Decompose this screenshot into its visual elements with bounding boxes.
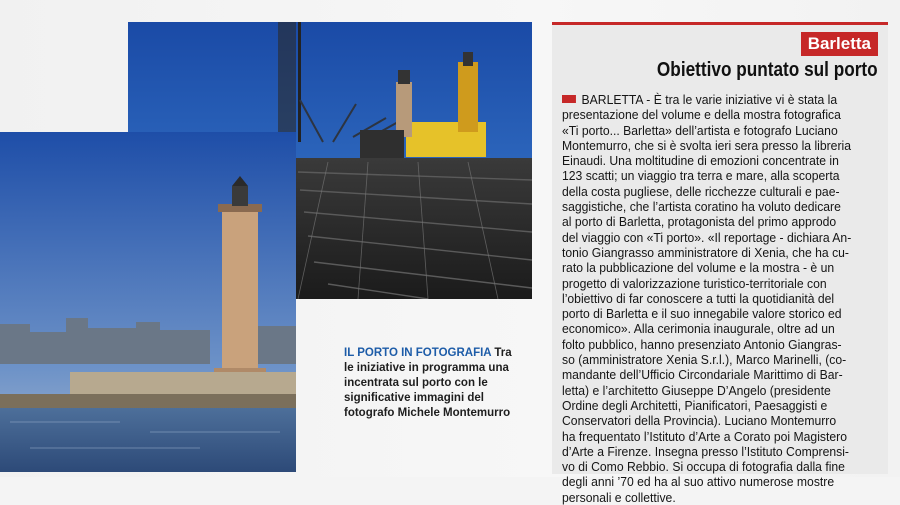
article-top-rule (552, 22, 888, 25)
article-line: al porto di Barletta, protagonista del primo approdo (562, 214, 837, 230)
lighthouse-photo (0, 132, 296, 472)
section-marker-icon (562, 95, 576, 103)
article-line: porto di Barletta e il suo innegabile valore storico ed (562, 306, 842, 322)
article-line: rato la pubblicazione del volume e la mostra - è un (562, 260, 835, 276)
article-line: economico». Alla cerimonia inaugurale, oltre ad un (562, 321, 835, 337)
article-line: degli anni ’70 ed ha al suo attivo numerose mostre (562, 474, 835, 490)
article-headline: Obiettivo puntato sul porto (657, 59, 878, 81)
article-line: folto pubblico, hanno presenziato Antonio Giangras- (562, 336, 842, 352)
article-line: vo di Como Rebbio. Si occupa di fotografia dalla fine (562, 459, 845, 475)
city-tag: Barletta (801, 32, 878, 56)
article-line: Conservatori della Provincia). Luciano Montemurro (562, 413, 837, 429)
caption-line: le iniziative in programma una (344, 362, 509, 374)
article-line: Ordine degli Architetti, Pianificatori, Paesaggisti e (562, 397, 828, 413)
article-line: l’obiettivo di far conoscere a tutti la quotidianità del (562, 290, 835, 306)
article-line: della costa pugliese, delle ricchezze culturali e pae- (562, 183, 840, 199)
article-line-text: BARLETTA - È tra le varie iniziative vi è stata la (581, 92, 838, 107)
article-line: ha frequentato l’Istituto d’Arte a Corato poi Magistero (562, 428, 847, 444)
article-line: «Ti porto... Barletta» dell’artista e fotografo Luciano (562, 122, 838, 138)
article-line: personali e collettive. (562, 489, 676, 505)
article-line: progetto di valorizzazione turistico-territoriale con (562, 275, 827, 291)
lighthouse-illustration (0, 132, 296, 472)
article-line: so (amministratore Xenia S.r.l.), Marco Marinelli, (co- (562, 352, 847, 368)
photo-caption (344, 346, 534, 421)
article-column (552, 22, 888, 505)
article-line: del viaggio con «Ti porto». «Il reportage - dichiara An- (562, 229, 852, 245)
article-line: d’Arte a Firenze. Insegna presso l’Istituto Comprensi- (562, 443, 849, 459)
caption-kicker: IL PORTO IN FOTOGRAFIA (344, 347, 492, 359)
article-line: 123 scatti; un viaggio tra terra e mare, alla scoperta (562, 168, 840, 184)
caption-line: Tra (491, 347, 512, 359)
article-line: tonio Giangrasso amministratore di Xenia, che ha cu- (562, 244, 849, 260)
caption-line: fotografo Michele Montemurro (344, 407, 511, 419)
article-line: Einaudi. Una moltitudine di emozioni concentrate in (562, 153, 839, 169)
article-line: Montemurro, che si è svolta ieri sera presso la libreria (562, 137, 851, 153)
article-body (562, 92, 884, 505)
article-line: presentazione del volume e della mostra fotografica (562, 107, 841, 123)
caption-line: incentrata sul porto con le (344, 377, 488, 389)
article-line (562, 92, 884, 107)
article-line: mandante dell’Ufficio Circondariale Marittimo di Bar- (562, 367, 843, 383)
article-line: letta) e l’architetto Giuseppe D’Angelo (presidente (562, 382, 831, 398)
caption-line: significative immagini del (344, 392, 484, 404)
article-line: saggistiche, che l’artista coratino ha voluto dedicare (562, 199, 841, 215)
